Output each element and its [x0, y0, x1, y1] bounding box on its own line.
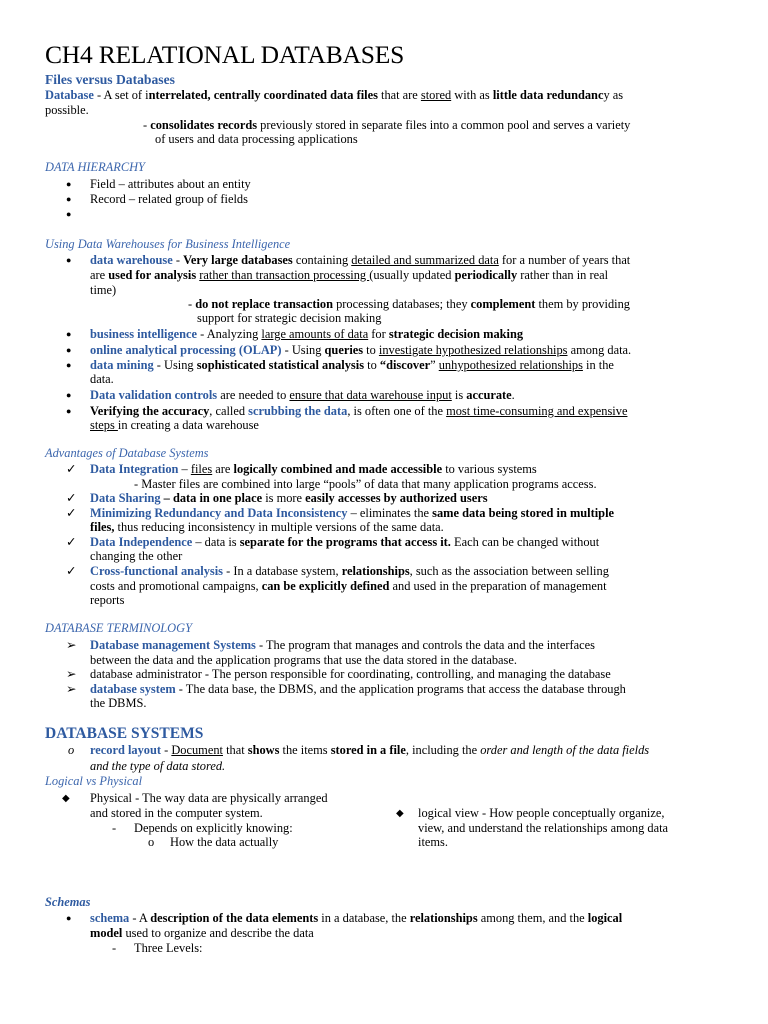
schema-item-cont: model used to organize and describe the data [90, 926, 314, 940]
bullet-icon: ● [66, 255, 72, 265]
data-validation-item: Data validation controls are needed to ensure that data warehouse input is accurate. [90, 388, 515, 402]
data-sharing-item: Data Sharing – data in one place is more easily accesses by authorized users [90, 491, 488, 505]
bullet-icon: ● [66, 209, 72, 219]
bullet-icon: ● [66, 406, 72, 416]
data-integration-note: - Master files are combined into large “pools” of data that many application programs access. [134, 477, 597, 491]
data-mining-item: data mining - Using sophisticated statistical analysis to “discover” unhypothesized relationships in the [90, 358, 614, 372]
list-item: Field – attributes about an entity [90, 177, 251, 191]
consolidates-records-note-cont: of users and data processing applications [155, 132, 358, 146]
section-heading-schemas: Schemas [45, 895, 91, 909]
dba-item: database administrator - The person responsible for coordinating, controlling, and managing the database [90, 667, 611, 681]
logical-view-item-cont: view, and understand the relationships among data [418, 821, 669, 835]
olap-item: online analytical processing (OLAP) - Using queries to investigate hypothesized relationships among data. [90, 343, 632, 357]
check-icon: ✓ [66, 462, 77, 476]
section-heading-logical-vs-physical: Logical vs Physical [45, 774, 143, 788]
diamond-bullet-icon: ◆ [396, 808, 404, 819]
bullet-icon: ● [66, 179, 72, 189]
physical-view-item: Physical - The way data are physically arranged [90, 791, 328, 805]
schema-item: schema - A description of the data elements in a database, the relationships among them, and the logical [90, 911, 623, 925]
section-heading-advantages: Advantages of Database Systems [45, 446, 209, 460]
bullet-icon: ● [66, 390, 72, 400]
do-not-replace-note: - do not replace transaction processing databases; they complement them by providing [188, 297, 631, 311]
bullet-icon: ● [66, 345, 72, 355]
physical-subsub-item: How the data actually [170, 835, 279, 849]
bullet-icon: ● [66, 360, 72, 370]
consolidates-records-note: - consolidates records previously stored in separate files into a common pool and serves a variety [143, 118, 631, 132]
data-independence-item: Data Independence – data is separate for the programs that access it. Each can be changed without [90, 535, 600, 549]
bullet-icon: ● [66, 329, 72, 339]
database-system-item-cont: the DBMS. [90, 696, 147, 710]
business-intelligence-item: business intelligence - Analyzing large amounts of data for strategic decision making [90, 327, 524, 341]
dbms-item-cont: between the data and the application programs that use the data stored in the database. [90, 653, 517, 667]
data-mining-item-cont: data. [90, 372, 114, 386]
circle-bullet-icon: o [148, 835, 155, 849]
data-independence-item-cont: changing the other [90, 549, 183, 563]
database-definition-cont: possible. [45, 103, 89, 117]
circle-bullet-icon: o [68, 743, 75, 757]
dbms-item: Database management Systems - The program that manages and controls the data and the interfaces [90, 638, 595, 652]
minimizing-redundancy-item-cont: files, thus reducing inconsistency in multiple versions of the same data. [90, 520, 444, 534]
record-layout-item-cont: and the type of data stored. [90, 759, 226, 773]
do-not-replace-note-cont: support for strategic decision making [197, 311, 382, 325]
dash-bullet-icon: - [112, 821, 117, 835]
physical-sub-item: Depends on explicitly knowing: [134, 821, 293, 835]
data-integration-item: Data Integration – files are logically combined and made accessible to various systems [90, 462, 537, 476]
data-warehouse-item: data warehouse - Very large databases containing detailed and summarized data for a number of years that [90, 253, 631, 267]
logical-view-item: logical view - How people conceptually organize, [418, 806, 665, 820]
section-heading-files-vs-databases: Files versus Databases [45, 72, 175, 87]
scrubbing-item-cont: steps in creating a data warehouse [90, 418, 259, 432]
check-icon: ✓ [66, 506, 77, 520]
section-heading-data-hierarchy: DATA HIERARCHY [45, 160, 145, 174]
section-heading-database-systems: DATABASE SYSTEMS [45, 725, 204, 742]
check-icon: ✓ [66, 535, 77, 549]
list-item: Record – related group of fields [90, 192, 248, 206]
check-icon: ✓ [66, 491, 77, 505]
diamond-bullet-icon: ◆ [62, 793, 70, 804]
data-warehouse-item-cont2: time) [90, 283, 117, 297]
cross-functional-item-cont: costs and promotional campaigns, can be explicitly defined and used in the preparation of management [90, 579, 607, 593]
logical-view-item-cont2: items. [418, 835, 448, 849]
database-definition: Database - A set of interrelated, centrally coordinated data files that are stored with as little data redundancy as [45, 88, 624, 102]
minimizing-redundancy-item: Minimizing Redundancy and Data Inconsistency – eliminates the same data being stored in multiple [90, 506, 615, 520]
data-warehouse-item-cont: are used for analysis rather than transaction processing (usually updated periodically rather than in real [90, 268, 609, 282]
section-heading-terminology: DATABASE TERMINOLOGY [45, 621, 192, 635]
section-heading-data-warehouses: Using Data Warehouses for Business Intelligence [45, 237, 291, 251]
dash-bullet-icon: - [112, 941, 117, 955]
arrow-icon: ➢ [66, 667, 77, 681]
bullet-icon: ● [66, 194, 72, 204]
check-icon: ✓ [66, 564, 77, 578]
bullet-icon: ● [66, 913, 72, 923]
arrow-icon: ➢ [66, 682, 77, 696]
cross-functional-item-cont2: reports [90, 593, 125, 607]
page-title: CH4 RELATIONAL DATABASES [45, 40, 405, 69]
arrow-icon: ➢ [66, 638, 77, 652]
cross-functional-item: Cross-functional analysis - In a database system, relationships, such as the association between selling [90, 564, 609, 578]
schema-sub-item: Three Levels: [134, 941, 203, 955]
physical-view-item-cont: and stored in the computer system. [90, 806, 263, 820]
scrubbing-item: Verifying the accuracy, called scrubbing the data, is often one of the most time-consuming and expensive [90, 404, 628, 418]
database-system-item: database system - The data base, the DBMS, and the application programs that access the database through [90, 682, 626, 696]
record-layout-item: record layout - Document that shows the items stored in a file, including the order and length of the data fields [90, 743, 650, 757]
